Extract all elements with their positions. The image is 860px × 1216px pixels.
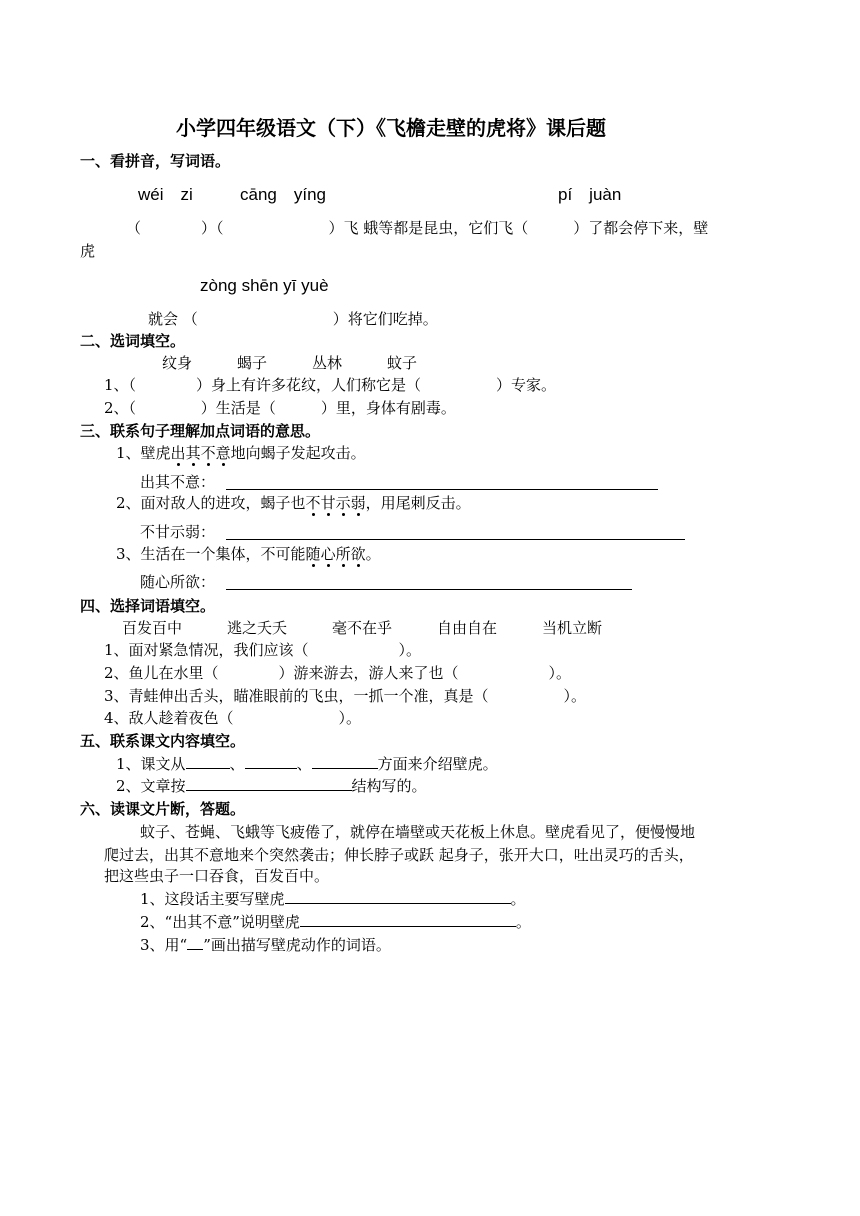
s3-answer-label-1: 出其不意： [140,473,216,491]
passage-line-2: 爬过去，出其不意地来个突然袭击；伸长脖子或跃 起身子，张开大口，吐出灵巧的舌头， [104,846,694,864]
section-4-heading: 四、选择词语填空。 [80,597,216,615]
s5-blank-2[interactable] [245,755,297,769]
section-1-heading: 一、看拼音，写词语。 [80,152,231,170]
section-5-heading: 五、联系课文内容填空。 [80,732,246,750]
s3-answer-line-2[interactable] [226,539,685,540]
s3-question-1: 1、壁虎出其不意地向蝎子发起攻击。 [116,444,366,462]
s1-sentence-line-1: （ ）（ ）飞 蛾等都是昆虫，它们飞（ ）了都会停下来，壁 [126,219,709,237]
passage-line-1: 蚊子、苍蝇、飞蛾等飞疲倦了，就停在墙壁或天花板上休息。壁虎看见了，便慢慢地 [140,823,696,841]
s4-question-4: 4、敌人趁着夜色（ ）。 [104,709,362,727]
s2-question-1: 1、（ ）身上有许多花纹，人们称它是（ ）专家。 [104,376,557,394]
s5-blank-4[interactable] [186,777,352,791]
s4-word-bank: 百发百中 逃之夭夭 毫不在乎 自由自在 当机立断 [122,619,603,637]
s3-answer-line-3[interactable] [226,589,632,590]
s3-answer-label-2: 不甘示弱： [140,523,216,541]
s5-blank-3[interactable] [312,755,378,769]
s6-blank-2[interactable] [300,913,516,927]
pinyin-cangying: cāng yíng [240,185,326,204]
s1-sentence-line-3: 就会 （ ）将它们吃掉。 [148,310,438,328]
s4-question-1: 1、面对紧急情况，我们应该（ ）。 [104,641,422,659]
s4-question-3: 3、青蛙伸出舌头，瞄准眼前的飞虫，一抓一个准，真是（ ）。 [104,687,587,705]
s2-question-2: 2、（ ）生活是（ ）里，身体有剧毒。 [104,399,456,417]
s3-question-2: 2、面对敌人的进攻，蝎子也不甘示弱，用尾刺反击。 [116,494,471,512]
s6-question-2: 2、“出其不意”说明壁虎 。 [140,913,531,931]
s3-answer-line-1[interactable] [226,489,658,490]
s6-question-3: 3、用“ ”画出描写壁虎动作的词语。 [140,936,391,954]
passage-line-3: 把这些虫子一口吞食，百发百中。 [104,867,330,885]
underline-sample [187,936,203,950]
s5-question-1: 1、课文从 、 、 方面来介绍壁虎。 [116,755,498,773]
s2-word-bank: 纹身 蝎子 丛林 蚊子 [162,354,418,372]
s6-question-1: 1、这段话主要写壁虎 。 [140,890,526,908]
page-title: 小学四年级语文（下）《飞檐走壁的虎将》课后题 [176,116,606,140]
section-6-heading: 六、读课文片断，答题。 [80,800,246,818]
s4-question-2: 2、鱼儿在水里（ ）游来游去，游人来了也（ ）。 [104,664,572,682]
section-2-heading: 二、选词填空。 [80,332,186,350]
s6-blank-1[interactable] [285,890,511,904]
pinyin-zongshenyiyue: zòng shēn yī yuè [200,276,329,295]
s5-question-2: 2、文章按 结构写的。 [116,777,427,795]
s1-sentence-line-2: 虎 [80,242,96,260]
section-3-heading: 三、联系句子理解加点词语的意思。 [80,422,321,440]
s3-question-3: 3、生活在一个集体，不可能随心所欲。 [116,545,381,563]
s5-blank-1[interactable] [186,755,230,769]
pinyin-pijuan: pí juàn [558,185,622,204]
s3-answer-label-3: 随心所欲： [140,573,216,591]
pinyin-weizi: wéi zi [138,185,193,204]
